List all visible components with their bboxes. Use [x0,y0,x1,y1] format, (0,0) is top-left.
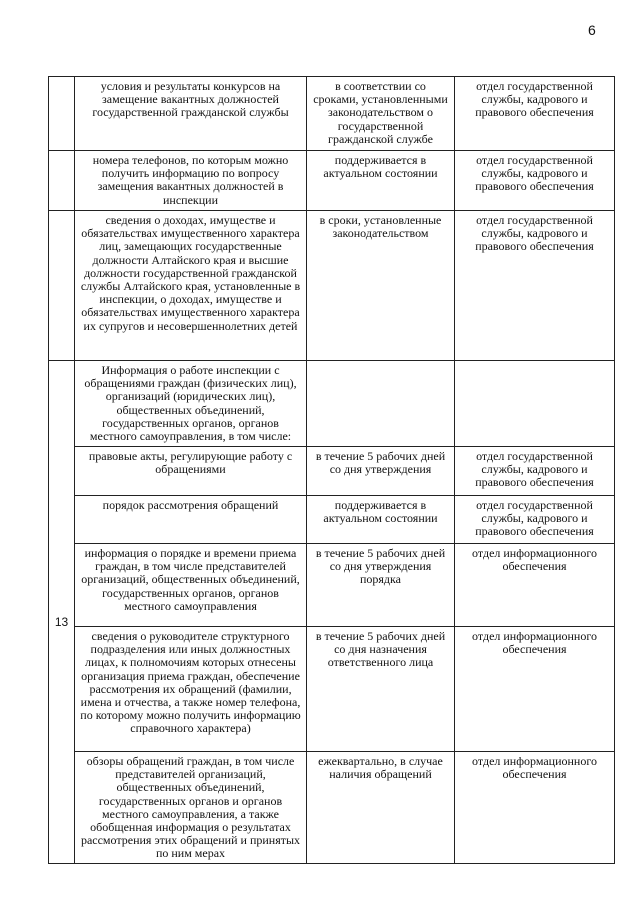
row-number: 13 [54,614,69,629]
table-row [49,151,615,211]
row-number-cell-empty [49,211,75,361]
term-cell: ежеквартально, в случае наличия обращений [307,752,455,864]
page-number: 6 [588,22,596,38]
info-cell: порядок рассмотрения обращений [75,496,307,544]
info-cell: информация о порядке и времени приема граждан, в том числе представителей организаций, общественных объединений, государственных органов, органов местного самоуправления [75,544,307,627]
table-row [49,447,615,496]
responsible-cell: отдел информационного обеспечения [455,544,615,627]
responsible-cell: отдел государственной службы, кадрового и правового обеспечения [455,151,615,211]
info-cell: правовые акты, регулирующие работу с обращениями [75,447,307,496]
responsible-cell: отдел информационного обеспечения [455,752,615,864]
term-cell: в соответствии со сроками, установленными законодательством о государственной гражданской службе [307,77,455,151]
row-number-cell [49,361,75,864]
responsible-cell: отдел государственной службы, кадрового и правового обеспечения [455,211,615,361]
responsible-cell: отдел государственной службы, кадрового и правового обеспечения [455,447,615,496]
responsible-cell: отдел государственной службы, кадрового и правового обеспечения [455,496,615,544]
table-row [49,627,615,752]
row-number-cell-empty [49,151,75,211]
info-cell: сведения о руководителе структурного подразделения или иных должностных лицах, к полномочиям которых отнесены организация приема граждан, обеспечение рассмотрения их обращений (фамилии, имена и отчества, а также номер телефона, по которому можно получить информацию справочного характера) [75,627,307,752]
table-row [49,211,615,361]
table-row [49,361,615,447]
info-cell: обзоры обращений граждан, в том числе представителей организаций, общественных объединений, государственных органов и органов местного самоуправления, а также обобщенная информация о результатах рассмотрения этих обращений и принятых по ним мерах [75,752,307,864]
table-row [49,77,615,151]
document-table [48,76,615,864]
table-row [49,496,615,544]
table-row [49,544,615,627]
term-cell: в течение 5 рабочих дней со дня утверждения [307,447,455,496]
term-cell: в течение 5 рабочих дней со дня назначения ответственного лица [307,627,455,752]
responsible-cell [455,361,615,447]
info-cell: номера телефонов, по которым можно получить информацию по вопросу замещения вакантных должностей в инспекции [75,151,307,211]
responsible-cell: отдел государственной службы, кадрового и правового обеспечения [455,77,615,151]
term-cell: поддерживается в актуальном состоянии [307,151,455,211]
table-row [49,752,615,864]
info-cell: условия и результаты конкурсов на замещение вакантных должностей государственной гражданской службы [75,77,307,151]
term-cell: в сроки, установленные законодательством [307,211,455,361]
term-cell: поддерживается в актуальном состоянии [307,496,455,544]
info-cell: сведения о доходах, имуществе и обязательствах имущественного характера лиц, замещающих государственные должности Алтайского края и высшие должности государственной гражданской службы Алтайского края, установленные в инспекции, о доходах, имуществе и обязательствах имущественного характера их супругов и несовершеннолетних детей [75,211,307,361]
responsible-cell: отдел информационного обеспечения [455,627,615,752]
term-cell: в течение 5 рабочих дней со дня утверждения порядка [307,544,455,627]
row-number-cell-empty [49,77,75,151]
info-cell: Информация о работе инспекции с обращениями граждан (физических лиц), организаций (юридических лиц), общественных объединений, государственных органов, органов местного самоуправления, в том числе: [75,361,307,447]
term-cell [307,361,455,447]
